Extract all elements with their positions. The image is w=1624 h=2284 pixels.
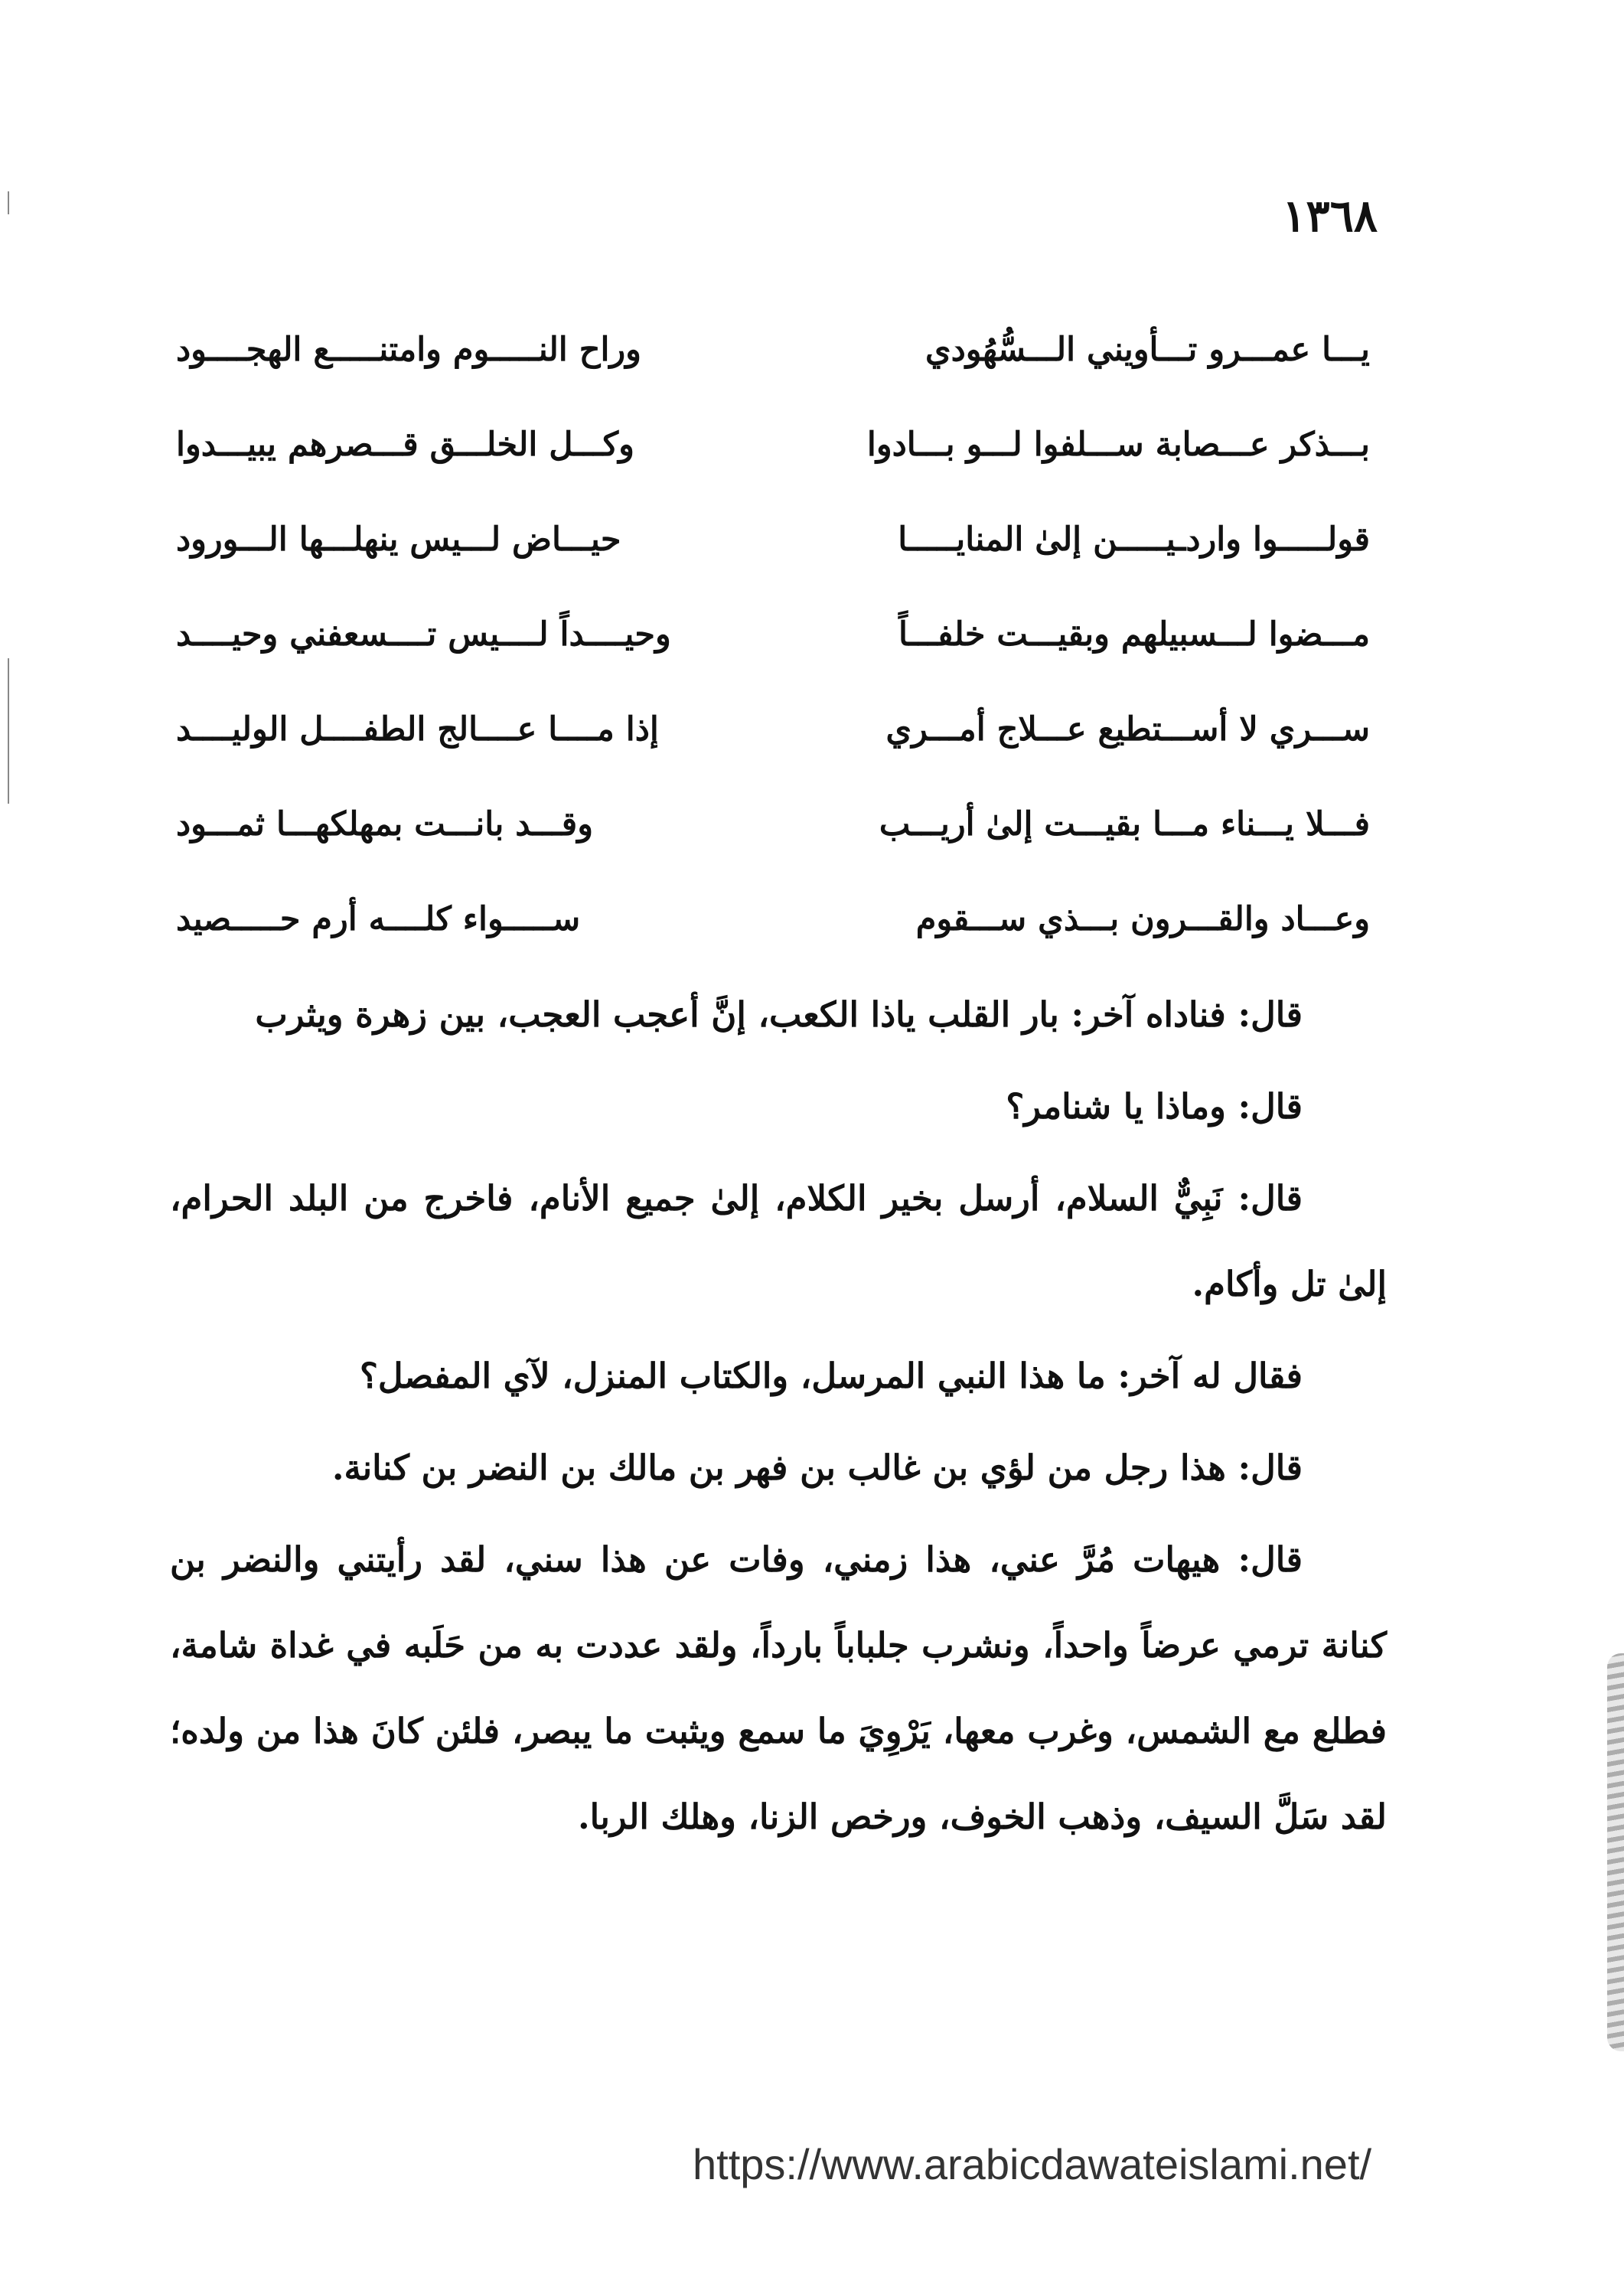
prose-body [170,972,1387,1866]
poem-second-hemistich: وقـــد بانـــت بمهلكهـــا ثمـــود [176,805,593,843]
poem-line [176,872,1370,967]
paragraph: قال: وماذا يا شنامر؟ [1006,1086,1303,1127]
source-url-watermark: https://www.arabicdawateislami.net/ [693,2140,1372,2188]
poem-first-hemistich: فـــلا يـــناء مـــا بقيـــت إلىٰ أريـــب [879,805,1370,843]
poem-second-hemistich: ســـــواء كلــــه أرم حـــــصيد [176,900,581,938]
poem-second-hemistich: وراح النـــــوم وامتنـــــع الهجــــود [176,331,641,369]
poem-second-hemistich: وحيــــداً لــــيس تــــسعفني وحيــــد [176,615,671,654]
poem-first-hemistich: وعـــاد والقـــرون بـــذي ســـقوم [915,900,1370,938]
poem-line [176,587,1370,682]
poem-first-hemistich: بـــذكر عـــصابة ســـلفوا لـــو بـــادوا [866,426,1370,464]
scan-edge-artifact [1607,1653,1624,2051]
poem-line [176,397,1370,492]
poem-line [176,682,1370,777]
left-margin-mark [8,658,9,804]
paragraph: قال: فناداه آخر: بار القلب ياذا الكعب، إنَّ أعجب العجب، بين زهرة ويثرب [255,994,1303,1035]
page-number: ١٣٦٨ [1282,190,1378,242]
poem-first-hemistich: قولـــــوا واردـيـــــن إلىٰ المنايـــــا [898,520,1370,559]
paragraph: قال: هذا رجل من لؤي بن غالب بن فهر بن مالك بن النضر بن كنانة. [331,1447,1303,1488]
poem-first-hemistich: مـــضوا لـــسبيلهم وبقيـــت خلفـــاً [898,615,1370,654]
poem [176,302,1370,967]
poem-second-hemistich: وكـــل الخلـــق قـــصرهم يبيـــدوا [176,426,634,464]
paragraph: قال: هيهات مُرَّ عني، هذا زمني، وفات عن هذا سني، لقد رأيتني والنضر بن كنانة ترمي عرضاً واحداً، ونشرب جلباباً بارداً، ولقد عددت به من حَلَبه في غداة شامة، فطلع مع الشمس، وغرب معها، يَرْوِيَ ما سمع ويثبت ما يبصر، فلئن كانَ هذا من ولده؛ لقد سَلَّ السيف، وذهب الخوف، ورخص الزنا، وهلك الربا. [170,1539,1387,1837]
paragraph: قال: نَبِيٌّ السلام، أرسل بخير الكلام، إلىٰ جميع الأنام، فاخرج من البلد الحرام، إلىٰ تل وأكام. [170,1178,1387,1304]
poem-line [176,777,1370,872]
poem-line [176,302,1370,397]
poem-second-hemistich: حيـــاض لـــيس ينهلـــها الـــورود [176,520,621,559]
poem-line [176,492,1370,587]
left-margin-mark [8,191,9,214]
poem-second-hemistich: إذا مــــا عــــالج الطفــــل الوليــــد [176,710,659,749]
poem-first-hemistich: ســـري لا أســـتطيع عـــلاج أمـــري [885,710,1370,749]
paragraph: فقال له آخر: ما هذا النبي المرسل، والكتاب المنزل، لآي المفصل؟ [359,1356,1303,1396]
poem-first-hemistich: يـــا عمـــرو تـــأويني الـــسُّهُودي [925,331,1370,369]
